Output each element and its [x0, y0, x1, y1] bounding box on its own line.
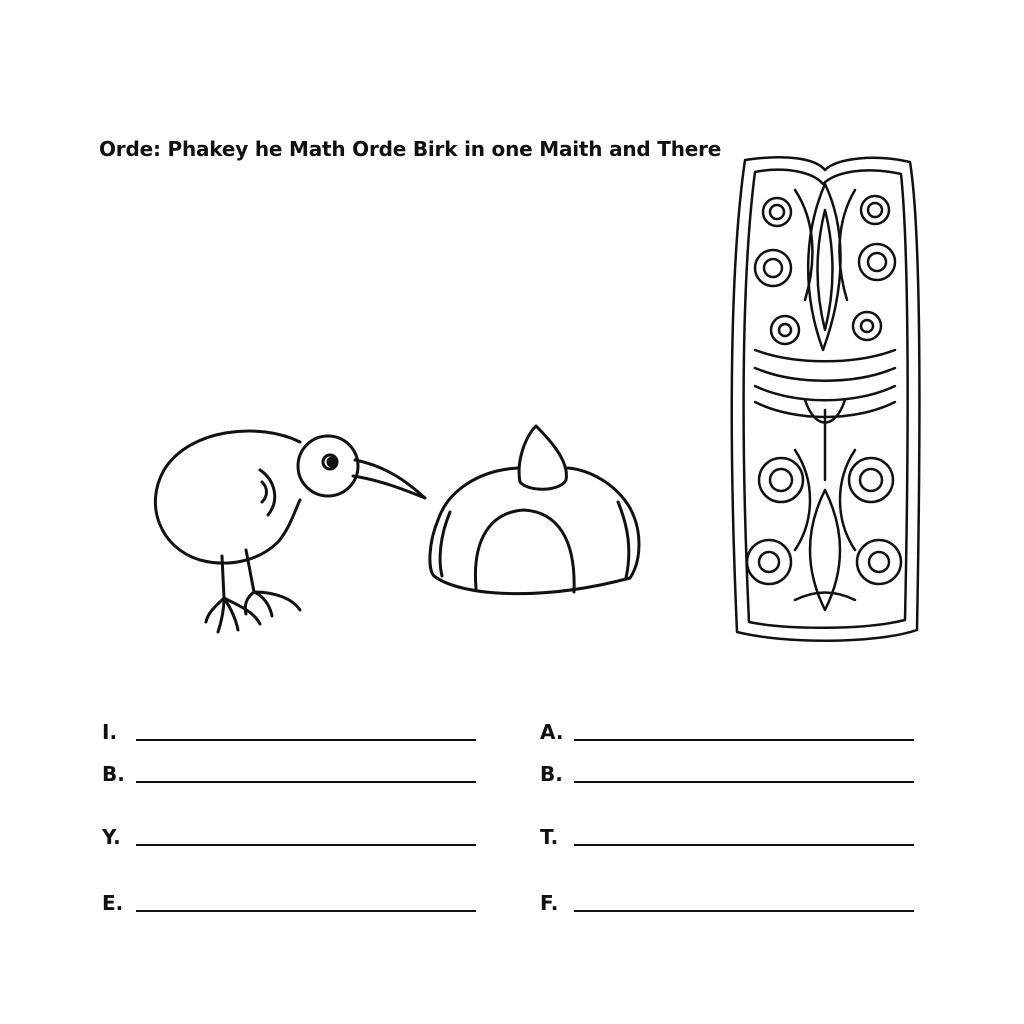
- answer-line-right-3: [540, 825, 914, 847]
- answer-label: B.: [540, 762, 563, 786]
- answer-blank[interactable]: [574, 909, 914, 912]
- answer-blank[interactable]: [136, 738, 476, 741]
- answer-label: A.: [540, 720, 564, 744]
- answer-line-left-1: [102, 720, 476, 742]
- answer-line-right-4: [540, 891, 914, 913]
- answer-line-right-1: [540, 720, 914, 742]
- answer-blank[interactable]: [136, 780, 476, 783]
- carved-pou-icon: [725, 150, 925, 650]
- answer-label: B.: [102, 762, 125, 786]
- answer-line-left-2: [102, 762, 476, 784]
- answer-label: Y.: [102, 825, 121, 849]
- answer-blank[interactable]: [136, 843, 476, 846]
- answer-label: I.: [102, 720, 118, 744]
- answer-blank[interactable]: [574, 780, 914, 783]
- instruction-text: Orde: Phakey he Math Orde Birk in one Maith and There: [99, 137, 722, 161]
- answer-blank[interactable]: [574, 738, 914, 741]
- kiwi-bird-icon: [150, 420, 440, 650]
- answer-blank[interactable]: [574, 843, 914, 846]
- answer-line-left-3: [102, 825, 476, 847]
- answer-label: E.: [102, 891, 124, 915]
- hangi-mound-icon: [420, 420, 650, 610]
- answer-blank[interactable]: [136, 909, 476, 912]
- answer-label: T.: [540, 825, 559, 849]
- answer-line-left-4: [102, 891, 476, 913]
- answer-label: F.: [540, 891, 559, 915]
- answer-line-right-2: [540, 762, 914, 784]
